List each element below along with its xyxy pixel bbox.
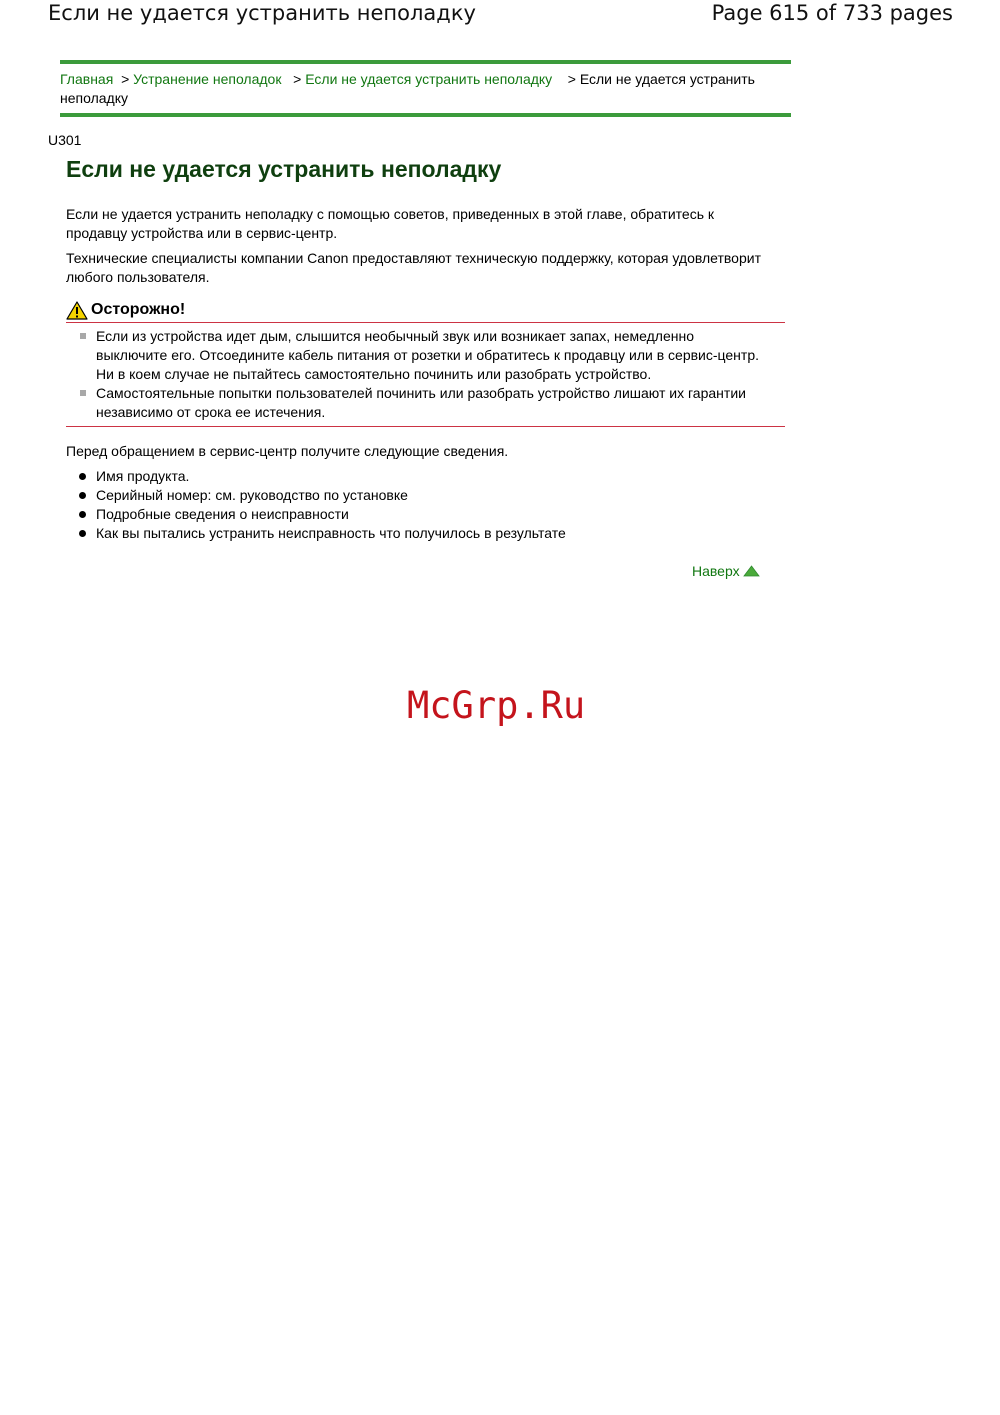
caution-header [66,298,785,323]
page-code: U301 [48,132,82,148]
breadcrumb-current: Если не удается устранить неполадку [60,71,755,106]
intro-paragraph: Технические специалисты компании Canon предоставляют техническую поддержку, которая удовлетворит любого пользователя. [66,250,761,285]
breadcrumb [60,60,791,117]
breadcrumb-home-link[interactable]: Главная [60,71,114,87]
bullet-icon [79,511,86,518]
caution-item-text: Если из устройства идет дым, слышится необычный звук или возникает запах, немедленно выключите его. Отсоедините кабель питания от розетки и обратитесь к продавцу или в сервис-центр. Ни в коем случае не пытайтесь самостоятельно починить или разобрать устройство. [96,328,760,382]
watermark-logo: McGrp.Ru [407,684,586,727]
list-item [66,384,785,422]
list-item [66,505,566,524]
page-counter: Page 615 of 733 pages [711,1,953,25]
document-title: Если не удается устранить неполадку [48,1,476,25]
back-to-top-link[interactable] [692,563,760,579]
bullet-icon [79,492,86,499]
list-item [66,486,566,505]
breadcrumb-troubleshooting-link[interactable]: Устранение неполадок [133,71,282,87]
info-item-text: Имя продукта. [96,468,190,484]
list-item [66,467,566,486]
breadcrumb-separator: > [117,71,130,87]
before-contact-text: Перед обращением в сервис-центр получите следующие сведения. [66,443,509,459]
info-item-text: Как вы пытались устранить неисправность что получилось в результате [96,525,566,541]
list-item [66,327,785,384]
page-title: Если не удается устранить неполадку [66,156,502,182]
warning-icon [66,301,88,320]
bullet-icon [79,530,86,537]
list-item [66,524,566,543]
info-list [66,467,566,543]
back-to-top-label: Наверх [692,563,740,579]
info-item-text: Серийный номер: см. руководство по установке [96,487,408,503]
bullet-icon [79,473,86,480]
square-bullet-icon [80,390,86,396]
caution-item-text: Самостоятельные попытки пользователей починить или разобрать устройство лишают их гарантии независимо от срока ее истечения. [96,385,746,420]
intro-paragraph: Если не удается устранить неполадку с помощью советов, приведенных в этой главе, обратитесь к продавцу устройства или в сервис-центр. [66,206,715,241]
intro-text [66,205,766,293]
arrow-up-icon [743,565,760,577]
caution-list [66,323,785,427]
breadcrumb-separator: > [556,71,576,87]
info-item-text: Подробные сведения о неисправности [96,506,349,522]
breadcrumb-separator: > [285,71,302,87]
caution-heading: Осторожно! [91,301,186,318]
breadcrumb-section-link[interactable]: Если не удается устранить неполадку [305,71,553,87]
square-bullet-icon [80,333,86,339]
caution-box [66,298,785,427]
page-header [0,0,1000,40]
